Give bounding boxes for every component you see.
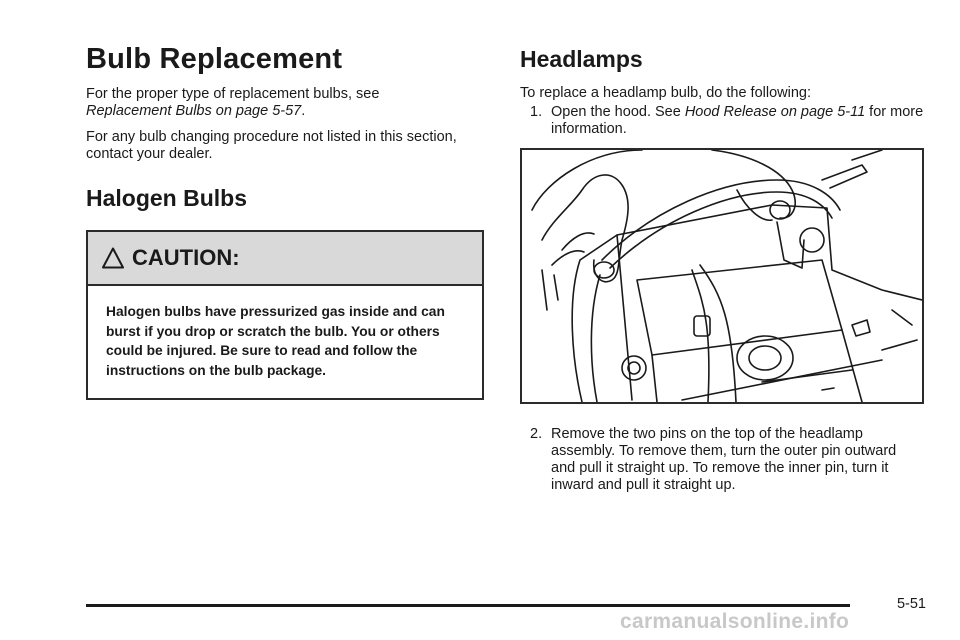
step-text-after: for more information.: [551, 104, 924, 137]
replacement-bulbs-link[interactable]: Replacement Bulbs on page 5-57: [86, 103, 302, 119]
page-title: Bulb Replacement: [86, 43, 343, 75]
halogen-heading: Halogen Bulbs: [86, 185, 248, 211]
step-body: [551, 104, 924, 138]
step-number: 1.: [530, 104, 543, 120]
step-1: [530, 104, 924, 138]
caution-triangle-icon: [102, 247, 124, 269]
step-text: Remove the two pins on the top of the headlamp assembly. To remove them, turn the outer pin outward and pull it straight up. To remove the inner pin, turn it inward and pull it straight up.: [551, 426, 897, 493]
caution-header: [88, 232, 482, 286]
caution-box: [86, 230, 484, 400]
intro-paragraph: [86, 86, 488, 120]
steps-list: [520, 104, 924, 138]
steps-list-continued: [520, 426, 924, 494]
footer-rule: [86, 604, 850, 607]
left-column: [86, 40, 488, 400]
right-column: [520, 40, 924, 494]
dealer-note: For any bulb changing procedure not listed in this section, contact your dealer.: [86, 129, 457, 162]
hood-release-link[interactable]: Hood Release on page 5-11: [684, 104, 866, 120]
step-number: 2.: [530, 426, 543, 442]
caution-label: CAUTION:: [132, 245, 240, 270]
headlamps-intro: To replace a headlamp bulb, do the following:: [520, 85, 811, 101]
caution-text: Halogen bulbs have pressurized gas inside and can burst if you drop or scratch the bulb. You or others could be injured. Be sure to read and follow the instructions on the bulb package.: [106, 304, 445, 378]
headlamp-illustration: [520, 148, 924, 404]
intro-end: .: [301, 103, 306, 119]
page-number: 5-51: [896, 596, 926, 612]
step-2: [530, 426, 924, 494]
watermark: carmanualsonline.info: [620, 610, 850, 633]
headlamps-heading: Headlamps: [520, 46, 643, 72]
intro-text: For the proper type of replacement bulbs, see: [86, 86, 380, 102]
step-text: Open the hood. See: [551, 104, 685, 120]
